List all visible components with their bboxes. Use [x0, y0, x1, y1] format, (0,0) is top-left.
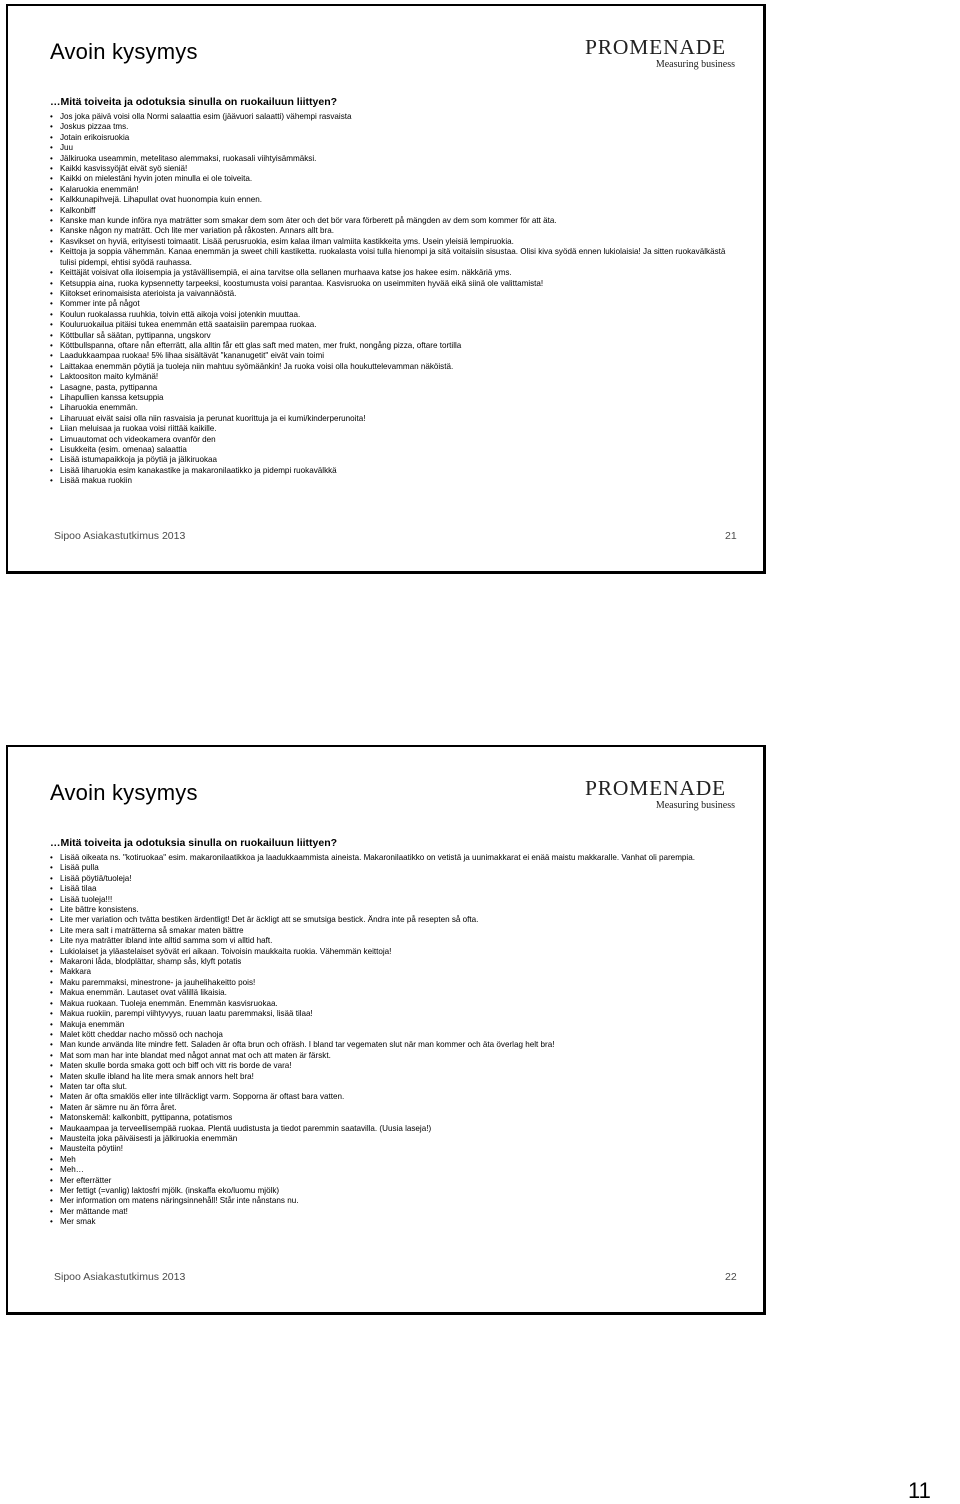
- list-item: • Laadukkaampaa ruokaa! 5% lihaa sisältävät "kananugetit" eivät vain toimi: [50, 351, 730, 361]
- answer-list: [50, 853, 730, 1228]
- list-item: • Lukiolaiset ja yläastelaiset syövät eri aikaan. Toivoisin maukkaita ruokia. Vähemmän keittoja!: [50, 947, 730, 957]
- list-item: • Mausteita pöytiin!: [50, 1144, 730, 1154]
- list-item: • Keittäjät voisivat olla iloisempia ja ystävällisempiä, ei aina tarvitse olla sellanen murhaava katse jos hakee esim. näkkäriä yms.: [50, 268, 730, 278]
- list-item: • Lisää pulla: [50, 863, 730, 873]
- list-item: • Lisää liharuokia esim kanakastike ja makaronilaatikko ja pidempi ruokavälkkä: [50, 466, 730, 476]
- list-item: • Liharuokia enemmän.: [50, 403, 730, 413]
- footer-survey-name: Sipoo Asiakastutkimus 2013: [54, 530, 186, 542]
- slide-title: Avoin kysymys: [50, 39, 198, 64]
- slide-number: 21: [725, 530, 737, 542]
- list-item: • Kalaruokia enemmän!: [50, 185, 730, 195]
- answer-list: [50, 112, 730, 487]
- list-item: • Jos joka päivä voisi olla Normi salaattia esim (jäävuori salaatti) vähempi rasvaista: [50, 112, 730, 122]
- list-item: • Liian meluisaa ja ruokaa voisi riittää kaikille.: [50, 424, 730, 434]
- slide-21: [6, 4, 766, 574]
- logo-wordmark: PROMENADE: [585, 776, 726, 800]
- question-heading: …Mitä toiveita ja odotuksia sinulla on ruokailuun liittyen?: [50, 837, 338, 849]
- list-item: • Mer information om matens näringsinnehåll! Står inte nånstans nu.: [50, 1196, 730, 1206]
- slide-22: [6, 745, 766, 1315]
- list-item: • Limuautomat och videokamera ovanför den: [50, 435, 730, 445]
- slide-number: 22: [725, 1271, 737, 1283]
- list-item: • Jotain erikoisruokia: [50, 133, 730, 143]
- list-item: • Mausteita joka päiväisesti ja jälkiruokia enemmän: [50, 1134, 730, 1144]
- list-item: • Juu: [50, 143, 730, 153]
- logo-tagline: Measuring business: [655, 59, 735, 70]
- list-item: • Maten är sämre nu än förra året.: [50, 1103, 730, 1113]
- list-item: • Maten tar ofta slut.: [50, 1082, 730, 1092]
- list-item: • Lite bättre konsistens.: [50, 905, 730, 915]
- list-item: • Meh…: [50, 1165, 730, 1175]
- list-item: • Laktoositon maito kylmänä!: [50, 372, 730, 382]
- list-item: • Lisää pöytiä/tuoleja!: [50, 874, 730, 884]
- list-item: • Lisää tilaa: [50, 884, 730, 894]
- list-item: • Malet kött cheddar nacho mössö och nachoja: [50, 1030, 730, 1040]
- list-item: • Kanske någon ny maträtt. Och lite mer variation på råkosten. Annars allt bra.: [50, 226, 730, 236]
- question-heading: …Mitä toiveita ja odotuksia sinulla on ruokailuun liittyen?: [50, 96, 338, 108]
- list-item: • Meh: [50, 1155, 730, 1165]
- list-item: • Keittoja ja soppia vähemmän. Kanaa enemmän ja sweet chili kastiketta. ruokalasta voisi tulla hienompi ja sitä voitaisiin sisustaa. Olisi kiva syödä ennen lukiolaisia! Ja sitten ruokavälkästä tulisi pidempi, ehtisi syödä rauhassa.: [50, 247, 730, 268]
- list-item: • Lisää istumapaikkoja ja pöytiä ja jälkiruokaa: [50, 455, 730, 465]
- list-item: • Lihapullien kanssa ketsuppia: [50, 393, 730, 403]
- list-item: • Makua ruokiin, parempi viihtyvyys, ruuan laatu paremmaksi, lisää tilaa!: [50, 1009, 730, 1019]
- page-number: 11: [908, 1478, 931, 1503]
- list-item: • Mer fettigt (=vanlig) laktosfri mjölk. (inskaffa eko/luomu mjölk): [50, 1186, 730, 1196]
- list-item: • Maten är ofta smaklös eller inte tillräckligt varm. Sopporna är oftast bara vatten.: [50, 1092, 730, 1102]
- list-item: • Laittakaa enemmän pöytiä ja tuoleja niin mahtuu syömäänkin! Ja ruoka voisi olla houkuttelevamman näköistä.: [50, 362, 730, 372]
- list-item: • Kommer inte på något: [50, 299, 730, 309]
- list-item: • Maten skulle ibland ha lite mera smak annors helt bra!: [50, 1072, 730, 1082]
- list-item: • Makuja enemmän: [50, 1020, 730, 1030]
- list-item: • Köttbullar så säätan, pyttipanna, ungskorv: [50, 331, 730, 341]
- list-item: • Makua enemmän. Lautaset ovat välillä likaisia.: [50, 988, 730, 998]
- list-item: • Lite mer variation och tvätta bestiken ärdentligt! Det är äckligt att se smutsiga bestick. Ändra inte på resepten så ofta.: [50, 915, 730, 925]
- footer-survey-name: Sipoo Asiakastutkimus 2013: [54, 1271, 186, 1283]
- list-item: • Kaikki kasvissyöjät eivät syö sieniä!: [50, 164, 730, 174]
- list-item: • Jälkiruoka useammin, metelitaso alemmaksi, ruokasali viihtyisämmäksi.: [50, 154, 730, 164]
- list-item: • Matonskemäl: kalkonbitt, pyttipanna, potatismos: [50, 1113, 730, 1123]
- list-item: • Kalkkunapihvejä. Lihapullat ovat huonompia kuin ennen.: [50, 195, 730, 205]
- list-item: • Makaroni låda, blodplättar, shamp sås, klyft potatis: [50, 957, 730, 967]
- list-item: • Lite nya maträtter ibland inte alltid samma som vi alltid haft.: [50, 936, 730, 946]
- list-item: • Mer efterrätter: [50, 1176, 730, 1186]
- list-item: • Mer smak: [50, 1217, 730, 1227]
- list-item: • Lisää makua ruokiin: [50, 476, 730, 486]
- logo-wordmark: PROMENADE: [585, 35, 726, 59]
- list-item: • Lisää tuoleja!!!: [50, 895, 730, 905]
- list-item: • Liharuuat eivät saisi olla niin rasvaisia ja perunat kuorittuja ja ei kumi/kinderperunoita!: [50, 414, 730, 424]
- list-item: • Kasvikset on hyviä, erityisesti toimaatit. Lisää perusruokia, esim kalaa ilman valmiita kastikkeita yms. Usein yleisiä lempiruokia.: [50, 237, 730, 247]
- slide-title: Avoin kysymys: [50, 780, 198, 805]
- promenade-logo: [585, 777, 739, 811]
- list-item: • Koulun ruokalassa ruuhkia, toivin että aikoja voisi jotenkin muuttaa.: [50, 310, 730, 320]
- list-item: • Lisukkeita (esim. omenaa) salaattia: [50, 445, 730, 455]
- list-item: • Lasagne, pasta, pyttipanna: [50, 383, 730, 393]
- list-item: • Ketsuppia aina, ruoka kypsennetty tarpeeksi, koostumusta voisi parantaa. Kasvisruoka on useimmiten hyvää eikä siinä ole valittamista!: [50, 279, 730, 289]
- promenade-logo: [585, 36, 739, 70]
- list-item: • Kaikki on mielestäni hyvin joten minulla ei ole toiveita.: [50, 174, 730, 184]
- list-item: • Makua ruokaan. Tuoleja enemmän. Enemmän kasvisruokaa.: [50, 999, 730, 1009]
- list-item: • Joskus pizzaa tms.: [50, 122, 730, 132]
- logo-tagline: Measuring business: [655, 800, 735, 811]
- list-item: • Lite mera salt i maträtterna så smakar maten bättre: [50, 926, 730, 936]
- list-item: • Mat som man har inte blandat med något annat mat och att maten är färskt.: [50, 1051, 730, 1061]
- list-item: • Köttbullspanna, oftare nån efterrätt, alla alltin får ett glas saft med maten, mer frukt, nongång pizza, oftare tortilla: [50, 341, 730, 351]
- list-item: • Maukaampaa ja terveellisempää ruokaa. Plentä uudistusta ja tiedot paremmin saatavilla. (Uusia laseja!): [50, 1124, 730, 1134]
- list-item: • Mer mättande mat!: [50, 1207, 730, 1217]
- list-item: • Maten skulle borda smaka gott och biff och vitt ris borde de vara!: [50, 1061, 730, 1071]
- list-item: • Makkara: [50, 967, 730, 977]
- list-item: • Man kunde använda lite mindre fett. Saladen är ofta brun och ofräsh. I bland tar vegematen slut när man kommer och äta överlag helt bra!: [50, 1040, 730, 1050]
- list-item: • Kouluruokailua pitäisi tukea enemmän että saataisiin parempaa ruokaa.: [50, 320, 730, 330]
- list-item: • Maku paremmaksi, minestrone- ja jauhelihakeitto pois!: [50, 978, 730, 988]
- list-item: • Lisää oikeata ns. "kotiruokaa" esim. makaronilaatikkoa ja laadukkaammista aineista. Makaronilaatikko on vetistä ja uunimakkarat ei enää maistu makkaralle. Vanhat oli parempia.: [50, 853, 730, 863]
- list-item: • Kiitokset erinomaisista aterioista ja vaivannäöstä.: [50, 289, 730, 299]
- list-item: • Kanske man kunde införa nya maträtter som smakar dem som äter och det bör vara förberett på mängden av dem som kommer för att äta.: [50, 216, 730, 226]
- list-item: • Kalkonbiff: [50, 206, 730, 216]
